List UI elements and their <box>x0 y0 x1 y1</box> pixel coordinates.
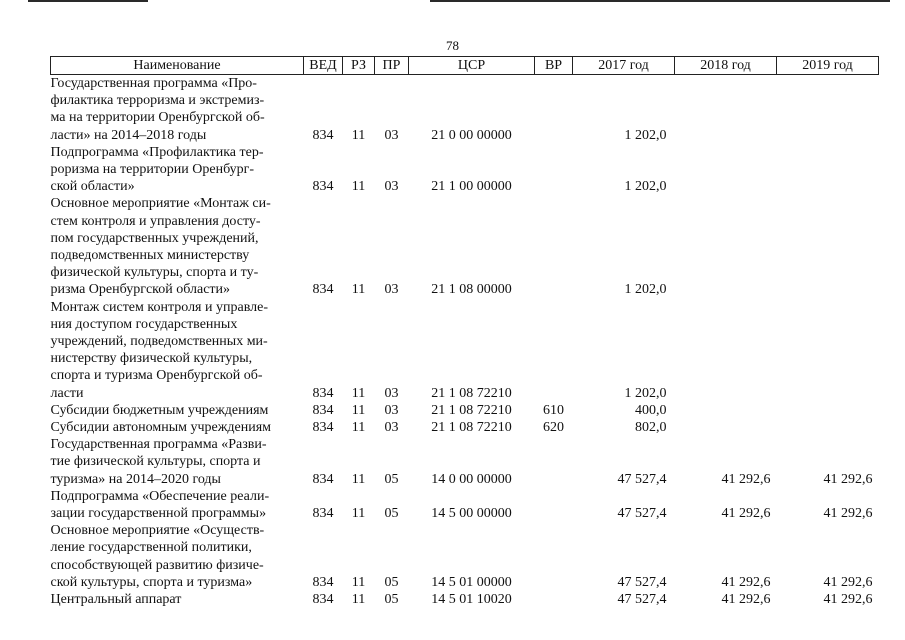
cell-csr: 14 5 00 00000 <box>431 506 512 522</box>
header-2018: 2018 год <box>675 57 777 75</box>
cell-vr <box>535 299 573 402</box>
cell-rz: 11 <box>351 402 366 418</box>
cell-2017: 802,0 <box>635 420 667 436</box>
header-name: Наименование <box>51 57 304 75</box>
cell-vr <box>535 488 573 522</box>
cell-2017: 1 202,0 <box>624 127 667 143</box>
cell-vr: 610 <box>543 402 564 418</box>
cell-2019: 41 292,6 <box>823 592 873 608</box>
name-line: ризма Оренбургской области» <box>50 282 231 298</box>
name-line: филактика терроризма и экстремиз- <box>50 93 265 109</box>
table-row <box>51 591 879 608</box>
cell-name <box>51 144 304 196</box>
name-line: тие физической культуры, спорта и <box>50 454 261 470</box>
name-line: Основное мероприятие «Монтаж си- <box>50 196 271 212</box>
name-line: ния доступом государственных <box>50 316 238 332</box>
cell-2019 <box>777 402 879 419</box>
cell-pr: 03 <box>384 420 399 436</box>
cell-name <box>51 591 304 608</box>
cell-rz: 11 <box>351 179 366 195</box>
cell-2018 <box>675 75 777 144</box>
cell-ved: 834 <box>312 282 334 298</box>
cell-2018: 41 292,6 <box>721 471 771 487</box>
name-line: Подпрограмма «Обеспечение реали- <box>50 488 270 504</box>
name-line: Субсидии бюджетным учреждениям <box>50 402 269 418</box>
cell-2018 <box>675 402 777 419</box>
cell-2019 <box>777 299 879 402</box>
name-line: роризма на территории Оренбург- <box>50 162 255 178</box>
header-pr: ПР <box>375 57 409 75</box>
header-rz: РЗ <box>343 57 375 75</box>
cell-2018 <box>675 144 777 196</box>
table-row <box>51 419 879 436</box>
cell-2019: 41 292,6 <box>823 471 873 487</box>
header-ved: ВЕД <box>304 57 343 75</box>
cell-2019 <box>777 75 879 144</box>
name-line: Подпрограмма «Профилактика тер- <box>50 144 264 160</box>
name-line: Государственная программа «Разви- <box>50 437 267 453</box>
name-line: Государственная программа «Про- <box>50 76 257 91</box>
cell-2019 <box>777 144 879 196</box>
cell-pr: 05 <box>384 574 399 590</box>
cell-ved: 834 <box>312 592 334 608</box>
cell-rz: 11 <box>351 282 366 298</box>
cell-2017: 47 527,4 <box>617 592 667 608</box>
cell-name <box>51 488 304 522</box>
table-body <box>51 75 879 609</box>
cell-vr <box>535 522 573 591</box>
name-line: физической культуры, спорта и ту- <box>50 265 259 281</box>
name-line: Монтаж систем контроля и управле- <box>50 299 268 315</box>
cell-pr: 05 <box>384 471 399 487</box>
cell-csr: 14 5 01 10020 <box>431 592 512 608</box>
cell-2017: 47 527,4 <box>617 506 667 522</box>
cell-2018 <box>675 195 777 298</box>
name-line: Центральный аппарат <box>50 592 182 608</box>
table-header-row <box>51 57 879 75</box>
cell-vr <box>535 75 573 144</box>
cell-ved: 834 <box>312 420 334 436</box>
table-row <box>51 144 879 196</box>
cell-ved: 834 <box>312 402 334 418</box>
cell-2019 <box>777 419 879 436</box>
table-row <box>51 299 879 402</box>
cell-vr <box>535 436 573 488</box>
cell-rz: 11 <box>351 420 366 436</box>
cell-2018 <box>675 419 777 436</box>
cell-name <box>51 522 304 591</box>
header-2017: 2017 год <box>573 57 675 75</box>
cell-csr: 21 1 08 72210 <box>431 420 512 436</box>
header-2019: 2019 год <box>777 57 879 75</box>
cell-pr: 05 <box>384 592 399 608</box>
cell-csr: 14 5 01 00000 <box>431 574 512 590</box>
cell-pr: 03 <box>384 402 399 418</box>
cell-vr <box>535 195 573 298</box>
cell-rz: 11 <box>351 471 366 487</box>
cell-2018: 41 292,6 <box>721 574 771 590</box>
name-line: нистерству физической культуры, <box>50 351 253 367</box>
cell-name <box>51 195 304 298</box>
name-line: способствующей развитию физиче- <box>50 557 264 573</box>
cell-2017: 47 527,4 <box>617 471 667 487</box>
cell-ved: 834 <box>312 506 334 522</box>
cell-ved: 834 <box>312 574 334 590</box>
cell-2018 <box>675 299 777 402</box>
cell-ved: 834 <box>312 127 334 143</box>
cell-csr: 21 0 00 00000 <box>431 127 512 143</box>
name-line: ласти» на 2014–2018 годы <box>50 127 207 143</box>
table-row <box>51 402 879 419</box>
cell-vr <box>535 144 573 196</box>
name-line: пом государственных учреждений, <box>50 230 259 246</box>
table-row <box>51 75 879 144</box>
cell-2018: 41 292,6 <box>721 592 771 608</box>
name-line: учреждений, подведомственных ми- <box>50 334 268 350</box>
name-line: зации государственной программы» <box>50 506 267 522</box>
cell-name <box>51 299 304 402</box>
top-rule-right <box>430 0 890 2</box>
cell-vr: 620 <box>543 420 564 436</box>
name-line: подведомственных министерству <box>50 248 250 264</box>
name-line: Субсидии автономным учреждениям <box>50 420 272 436</box>
name-line: ление государственной политики, <box>50 540 252 556</box>
cell-2019: 41 292,6 <box>823 574 873 590</box>
cell-name <box>51 436 304 488</box>
budget-table <box>50 56 879 608</box>
table-row <box>51 522 879 591</box>
cell-2017: 1 202,0 <box>624 179 667 195</box>
name-line: ской области» <box>50 179 135 195</box>
name-line: ской культуры, спорта и туризма» <box>50 574 253 590</box>
cell-2019: 41 292,6 <box>823 506 873 522</box>
cell-name <box>51 75 304 144</box>
cell-rz: 11 <box>351 506 366 522</box>
cell-pr: 03 <box>384 127 399 143</box>
cell-2017: 1 202,0 <box>624 282 667 298</box>
name-line: ласти <box>50 385 84 401</box>
cell-ved: 834 <box>312 385 334 401</box>
cell-csr: 21 1 08 72210 <box>431 402 512 418</box>
table-row <box>51 436 879 488</box>
cell-pr: 03 <box>384 282 399 298</box>
cell-ved: 834 <box>312 471 334 487</box>
header-csr: ЦСР <box>409 57 535 75</box>
cell-pr: 03 <box>384 385 399 401</box>
cell-rz: 11 <box>351 385 366 401</box>
name-line: стем контроля и управления досту- <box>50 213 261 229</box>
cell-rz: 11 <box>351 127 366 143</box>
cell-2017: 400,0 <box>635 402 667 418</box>
cell-rz: 11 <box>351 592 366 608</box>
name-line: ма на территории Оренбургской об- <box>50 110 265 126</box>
cell-csr: 21 1 08 72210 <box>431 385 512 401</box>
table-row <box>51 195 879 298</box>
cell-2019 <box>777 195 879 298</box>
name-line: туризма» на 2014–2020 годы <box>50 471 221 487</box>
cell-name <box>51 402 304 419</box>
cell-pr: 03 <box>384 179 399 195</box>
header-vr: ВР <box>535 57 573 75</box>
name-line: спорта и туризма Оренбургской об- <box>50 368 263 384</box>
cell-vr <box>535 591 573 608</box>
cell-rz: 11 <box>351 574 366 590</box>
cell-2017: 1 202,0 <box>624 385 667 401</box>
cell-csr: 21 1 00 00000 <box>431 179 512 195</box>
cell-csr: 14 0 00 00000 <box>431 471 512 487</box>
cell-pr: 05 <box>384 506 399 522</box>
name-line: Основное мероприятие «Осуществ- <box>50 523 265 539</box>
cell-csr: 21 1 08 00000 <box>431 282 512 298</box>
page-number: 78 <box>446 38 459 53</box>
cell-ved: 834 <box>312 179 334 195</box>
cell-2018: 41 292,6 <box>721 506 771 522</box>
cell-2017: 47 527,4 <box>617 574 667 590</box>
cell-name <box>51 419 304 436</box>
top-rule-left <box>28 0 148 2</box>
table-row <box>51 488 879 522</box>
